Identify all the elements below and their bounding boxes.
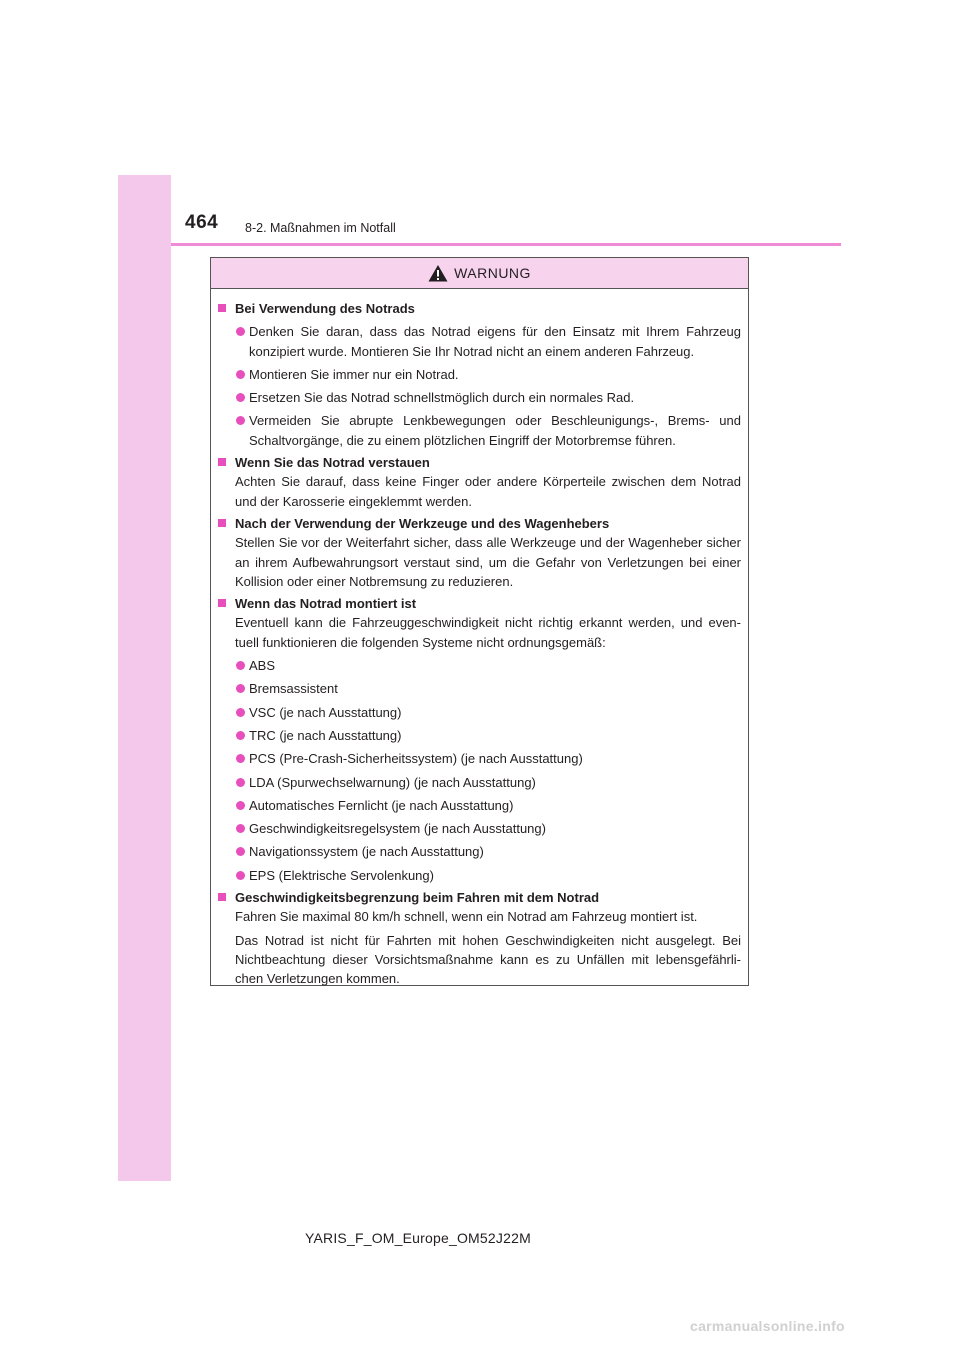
round-bullet-icon bbox=[236, 847, 245, 856]
square-bullet-icon bbox=[218, 519, 226, 527]
paragraph: Das Notrad ist nicht für Fahrten mit hohen Geschwindigkeiten nicht ausgelegt. Bei Nichtbeachtung dieser Vorsichtsmaßnahme kann es zu Unfällen mit lebensgefährli-chen Verletzungen kommen. bbox=[235, 932, 741, 987]
document-code: YARIS_F_OM_Europe_OM52J22M bbox=[305, 1230, 531, 1246]
list-item: Geschwindigkeitsregelsystem (je nach Ausstattung) bbox=[218, 819, 741, 838]
round-bullet-icon bbox=[236, 754, 245, 763]
section-heading: Wenn das Notrad montiert ist bbox=[218, 594, 741, 613]
round-bullet-icon bbox=[236, 416, 245, 425]
paragraph: Achten Sie darauf, dass keine Finger oder andere Körperteile zwischen dem Notrad und der Karosserie eingeklemmt werden. bbox=[235, 474, 741, 509]
round-bullet-icon bbox=[236, 327, 245, 336]
round-bullet-icon bbox=[236, 684, 245, 693]
list-item: Montieren Sie immer nur ein Notrad. bbox=[218, 365, 741, 384]
section-heading: Wenn Sie das Notrad verstauen bbox=[218, 453, 741, 472]
round-bullet-icon bbox=[236, 370, 245, 379]
round-bullet-icon bbox=[236, 824, 245, 833]
round-bullet-icon bbox=[236, 708, 245, 717]
list-item: Navigationssystem (je nach Ausstattung) bbox=[218, 842, 741, 861]
section-title: 8-2. Maßnahmen im Notfall bbox=[245, 221, 396, 235]
paragraph: Eventuell kann die Fahrzeuggeschwindigkeit nicht richtig erkannt werden, und even-tuell funktionieren die folgenden Systeme nicht ordnungsgemäß: bbox=[235, 615, 741, 650]
list-item: Vermeiden Sie abrupte Lenkbewegungen oder Beschleunigungs-, Brems- und Schaltvorgänge, die zu einem plötzlichen Eingriff der Motorbremse führen. bbox=[218, 411, 741, 450]
round-bullet-icon bbox=[236, 778, 245, 787]
warning-header bbox=[211, 258, 748, 289]
square-bullet-icon bbox=[218, 458, 226, 466]
list-item: ABS bbox=[218, 656, 741, 675]
square-bullet-icon bbox=[218, 893, 226, 901]
paragraph: Stellen Sie vor der Weiterfahrt sicher, dass alle Werkzeuge und der Wagenheber sicher an ihrem Aufbewahrungsort verstaut sind, um die Gefahr von Verletzungen bei einer Kollision oder einer Notbremsung zu reduzieren. bbox=[235, 535, 741, 589]
list-item: Denken Sie daran, dass das Notrad eigens für den Einsatz mit Ihrem Fahrzeug konzipiert wurde. Montieren Sie Ihr Notrad nicht an einem anderen Fahrzeug. bbox=[218, 322, 741, 361]
square-bullet-icon bbox=[218, 599, 226, 607]
list-item: PCS (Pre-Crash-Sicherheitssystem) (je nach Ausstattung) bbox=[218, 749, 741, 768]
list-item: Bremsassistent bbox=[218, 679, 741, 698]
warning-triangle-icon bbox=[428, 264, 448, 282]
list-item: Automatisches Fernlicht (je nach Ausstattung) bbox=[218, 796, 741, 815]
list-item: Ersetzen Sie das Notrad schnellstmöglich durch ein normales Rad. bbox=[218, 388, 741, 407]
paragraph: Fahren Sie maximal 80 km/h schnell, wenn ein Notrad am Fahrzeug montiert ist. bbox=[235, 909, 698, 925]
list-item: EPS (Elektrische Servolenkung) bbox=[218, 866, 741, 885]
warning-box bbox=[210, 257, 749, 986]
square-bullet-icon bbox=[218, 304, 226, 312]
section-heading: Geschwindigkeitsbegrenzung beim Fahren mit dem Notrad bbox=[218, 888, 741, 907]
warning-title: WARNUNG bbox=[454, 265, 531, 281]
round-bullet-icon bbox=[236, 661, 245, 670]
round-bullet-icon bbox=[236, 871, 245, 880]
section-heading: Bei Verwendung des Notrads bbox=[218, 299, 741, 318]
list-item: TRC (je nach Ausstattung) bbox=[218, 726, 741, 745]
side-color-band bbox=[118, 175, 171, 1181]
header-divider bbox=[171, 243, 841, 246]
watermark: carmanualsonline.info bbox=[690, 1318, 845, 1334]
round-bullet-icon bbox=[236, 393, 245, 402]
round-bullet-icon bbox=[236, 801, 245, 810]
list-item: VSC (je nach Ausstattung) bbox=[218, 703, 741, 722]
list-item: LDA (Spurwechselwarnung) (je nach Ausstattung) bbox=[218, 773, 741, 792]
warning-body bbox=[211, 289, 748, 989]
page-number: 464 bbox=[185, 212, 219, 233]
round-bullet-icon bbox=[236, 731, 245, 740]
section-heading: Nach der Verwendung der Werkzeuge und des Wagenhebers bbox=[218, 514, 741, 533]
